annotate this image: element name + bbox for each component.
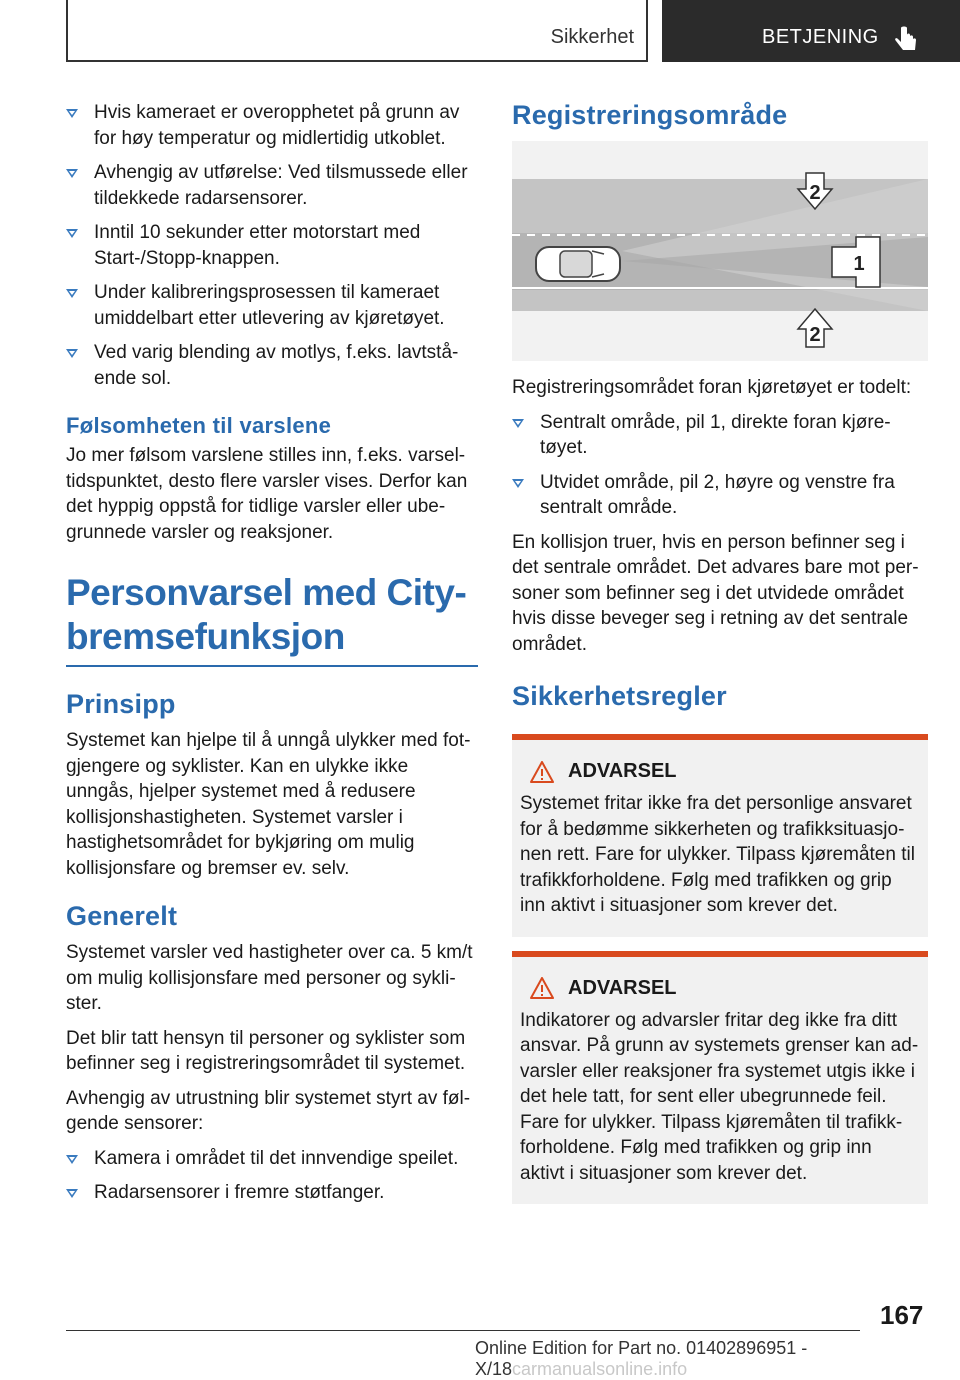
warning-text: Indikatorer og advarsler fritar deg ikke fra ditt ansvar. På grunn av systemets grenser kan advarsler eller reaksjoner fra systemet utgis ikke i det hele tatt, for sent eller ubegrunnede feil. Fare for ulykker. Tilpass kjøremåten til trafikkforholdene. Følg med trafikken og grip inn aktivt i situasjoner som krever det. [520,1009,919,1184]
sensitivity-text: Jo mer følsom varslene stilles inn, f.eks. varseltidspunktet, desto flere varsler vises. Derfor kan det hyppig oppstå for tidlige varsler eller ubegrunnede varsler og reaksjoner. [66,445,468,543]
list-item: Utvidet område, pil 2, høyre og venstre fra sentralt område. [512,470,928,521]
main-heading: Personvarsel med City-bremsefunksjon [66,572,467,657]
hand-pointer-icon [893,26,919,54]
warning-box [512,734,928,937]
triangle-bullet-icon [66,289,78,298]
arrow-bottom-label: 2 [809,324,821,346]
sensor-list [66,1146,478,1206]
triangle-bullet-icon [512,419,524,428]
general-paragraph-3: Avhengig av utrustning blir systemet styrt av følgende sensorer: [66,1087,471,1134]
registration-text: En kollisjon truer, hvis en person befinner seg i det sentrale området. Det advares bare mot personer som befinner seg i det utvidede området hvis disse beveger seg i retning av det sentrale området. [512,531,919,655]
list-item: Sentralt område, pil 1, direkte foran kjøretøyet. [512,410,928,461]
header-section-label: Sikkerhet [550,26,634,48]
header-section-box [66,0,648,62]
principle-text: Systemet kan hjelpe til å unngå ulykker med fotgjengere og syklister. Kan en ulykke ikke unngås, hjelper systemet med å redusere kollisjonshastigheten. Systemet varsler i hastighetsområdet for bykjøring om mulig kollisjonsfare og bremser ev. selv. [66,730,471,879]
safety-heading: Sikkerhetsregler [512,681,727,711]
list-item: Ved varig blending av motlys, f.eks. lavtstående sol. [66,340,478,391]
right-column [512,100,928,1204]
left-column [66,100,478,1215]
triangle-bullet-icon [66,169,78,178]
watermark-text: carmanualsonline.info [512,1359,688,1379]
warning-box [512,951,928,1205]
arrow-center-label: 1 [853,253,865,275]
list-item: Inntil 10 sekunder etter motorstart med Start-/Stopp-knappen. [66,220,478,271]
condition-list [66,100,478,391]
triangle-bullet-icon [66,349,78,358]
footer-rule [66,1330,860,1331]
header-chapter-label: BETJENING [762,26,879,48]
registration-heading: Registreringsområde [512,100,788,130]
list-item: Avhengig av utførelse: Ved tilsmussede eller tildekkede radarsensorer. [66,160,478,211]
footer-edition [475,1338,960,1380]
general-paragraph-1: Systemet varsler ved hastigheter over ca. 5 km/t om mulig kollisjonsfare med personer og syklister. [66,942,473,1014]
warning-triangle-icon [530,761,554,783]
warning-triangle-icon [530,977,554,999]
general-heading: Generelt [66,901,178,931]
triangle-bullet-icon [66,229,78,238]
list-item: Hvis kameraet er overopphetet på grunn av for høy temperatur og midlertidig utkoblet. [66,100,478,151]
warning-title: ADVARSEL [530,977,920,1000]
triangle-bullet-icon [512,479,524,488]
warning-title: ADVARSEL [530,760,920,783]
triangle-bullet-icon [66,1155,78,1164]
arrow-top-label: 2 [809,182,821,204]
triangle-bullet-icon [66,1189,78,1198]
general-paragraph-2: Det blir tatt hensyn til personer og syklister som befinner seg i registreringsområdet til systemet. [66,1027,466,1074]
warning-text: Systemet fritar ikke fra det personlige ansvaret for å bedømme sikkerheten og trafikksituasjonen rett. Fare for ulykker. Tilpass kjøremåten til trafikkforholdene. Følg med trafikken og grip inn aktivt i situasjoner som krever det. [520,793,915,916]
registration-list [512,410,928,521]
list-item: Radarsensorer i fremre støtfanger. [66,1180,478,1206]
registration-intro: Registreringsområdet foran kjøretøyet er todelt: [512,377,912,398]
triangle-bullet-icon [66,109,78,118]
detection-area-diagram [512,141,928,361]
car-icon [536,247,620,281]
list-item: Under kalibreringsprosessen til kameraet umiddelbart etter utlevering av kjøretøyet. [66,280,478,331]
page-number: 167 [880,1300,924,1330]
list-item: Kamera i området til det innvendige speilet. [66,1146,478,1172]
edition-text: Online Edition for Part no. 01402896951 - X/18 [475,1338,808,1379]
sensitivity-heading: Følsomheten til varslene [66,413,332,438]
heading-rule [66,665,478,667]
principle-heading: Prinsipp [66,689,176,719]
